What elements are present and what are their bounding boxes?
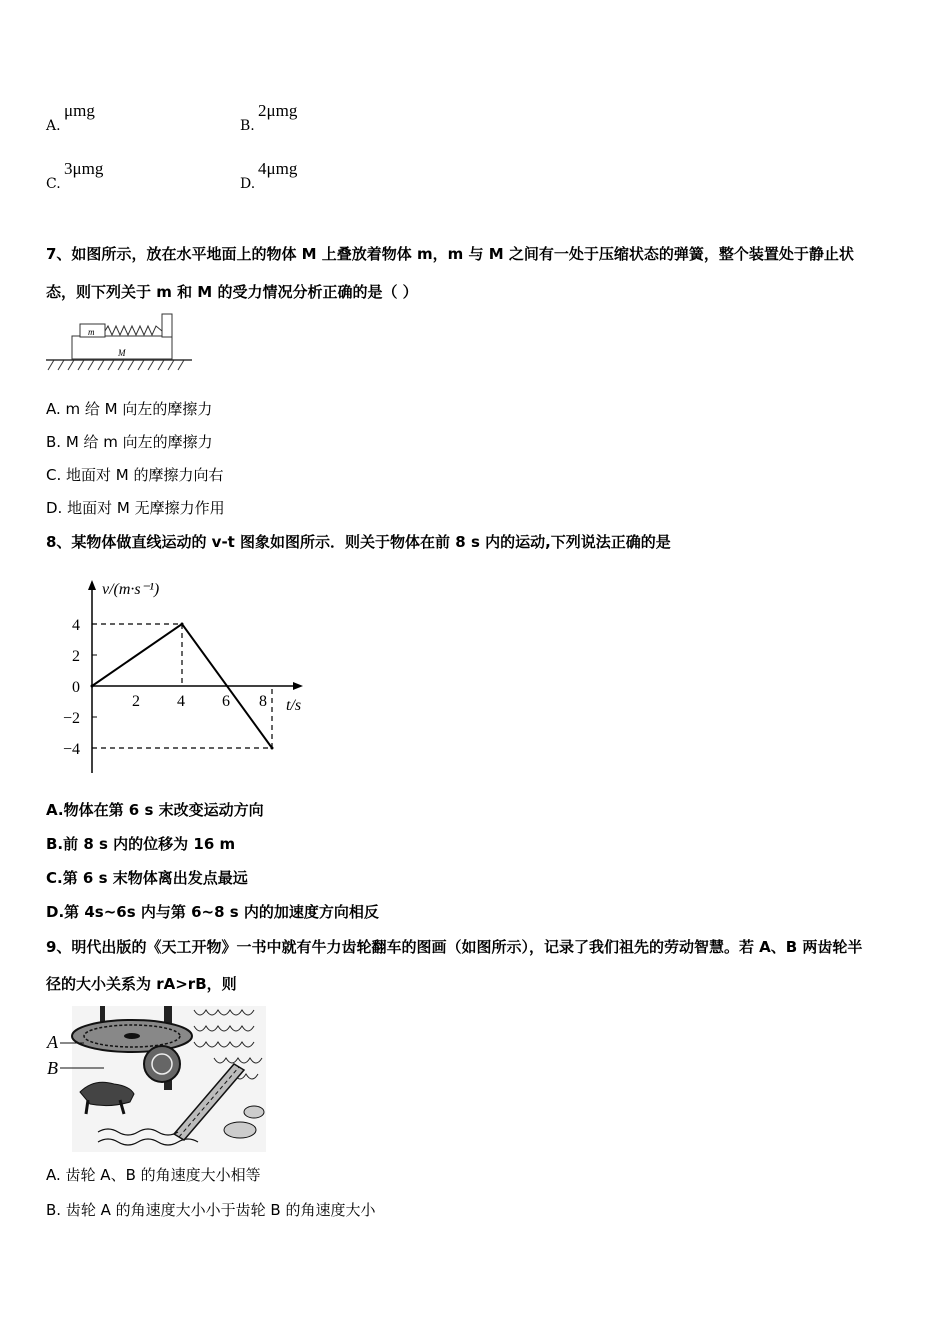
y-tick-neg4: −4 — [62, 741, 80, 758]
y-tick-4: 4 — [72, 617, 80, 634]
q6-option-c-label: C. — [46, 176, 61, 192]
gear-a-icon — [72, 1020, 192, 1052]
x-tick-4: 4 — [177, 693, 185, 710]
y-axis-arrow — [88, 580, 96, 590]
data-point — [91, 685, 94, 688]
q9-fig-label-a: A — [47, 1032, 58, 1052]
q6-option-c-value: 3μmg — [64, 159, 104, 178]
x-axis-arrow — [293, 682, 303, 690]
gear-b-icon — [144, 1046, 180, 1082]
q7-option-d: D. 地面对 M 无摩擦力作用 — [46, 499, 225, 517]
q9-option-b: B. 齿轮 A 的角速度大小小于齿轮 B 的角速度大小 — [46, 1201, 376, 1219]
q6-option-b-label: B. — [240, 118, 255, 134]
x-axis-label: t/s — [286, 697, 302, 714]
q7-fig-label-m: m — [88, 327, 95, 337]
vt-chart — [60, 568, 320, 783]
data-point — [271, 747, 274, 750]
q9-figure-gear-waterwheel — [44, 1006, 266, 1154]
q7-option-c: C. 地面对 M 的摩擦力向右 — [46, 466, 224, 484]
x-tick-6: 6 — [222, 693, 230, 710]
q6-option-d-value: 4μmg — [258, 159, 298, 178]
x-tick-2: 2 — [132, 693, 140, 710]
q6-option-a-label: A. — [46, 118, 61, 134]
x-tick-8: 8 — [259, 693, 267, 710]
data-point — [181, 623, 184, 626]
y-tick-neg2: −2 — [62, 710, 80, 727]
q7-figure — [44, 310, 194, 376]
q7-stem-line2: 态，则下列关于 m 和 M 的受力情况分析正确的是（ ） — [46, 283, 418, 301]
q7-option-b: B. M 给 m 向左的摩擦力 — [46, 433, 213, 451]
q6-option-a-value: μmg — [64, 101, 95, 120]
q7-fig-label-M: M — [118, 348, 126, 358]
q8-stem: 8、某物体做直线运动的 v-t 图象如图所示．则关于物体在前 8 s 内的运动,下列说法正确的是 — [46, 533, 671, 551]
q8-option-d: D.第 4s~6s 内与第 6~8 s 内的加速度方向相反 — [46, 903, 379, 921]
q8-option-a: A.物体在第 6 s 末改变运动方向 — [46, 801, 264, 819]
q8-option-b: B.前 8 s 内的位移为 16 m — [46, 835, 236, 853]
q7-stem-line1: 7、如图所示，放在水平地面上的物体 M 上叠放着物体 m，m 与 M 之间有一处于压缩状态的弹簧，整个装置处于静止状 — [46, 245, 854, 263]
q9-stem-line1: 9、明代出版的《天工开物》一书中就有牛力齿轮翻车的图画（如图所示），记录了我们祖先的劳动智慧。若 A、B 两齿轮半 — [46, 938, 863, 956]
y-tick-2: 2 — [72, 648, 80, 665]
q7-option-a: A. m 给 M 向左的摩擦力 — [46, 400, 213, 418]
y-axis-label: v/(m·s⁻¹) — [102, 581, 160, 598]
q6-option-d-label: D. — [240, 176, 256, 192]
q9-option-a: A. 齿轮 A、B 的角速度大小相等 — [46, 1166, 261, 1184]
q6-option-b-value: 2μmg — [258, 101, 298, 120]
q8-option-c: C.第 6 s 末物体离出发点最远 — [46, 869, 248, 887]
y-tick-0: 0 — [72, 679, 80, 696]
q9-stem-line2: 径的大小关系为 rA>rB，则 — [46, 975, 237, 993]
q9-fig-label-b: B — [47, 1058, 58, 1078]
